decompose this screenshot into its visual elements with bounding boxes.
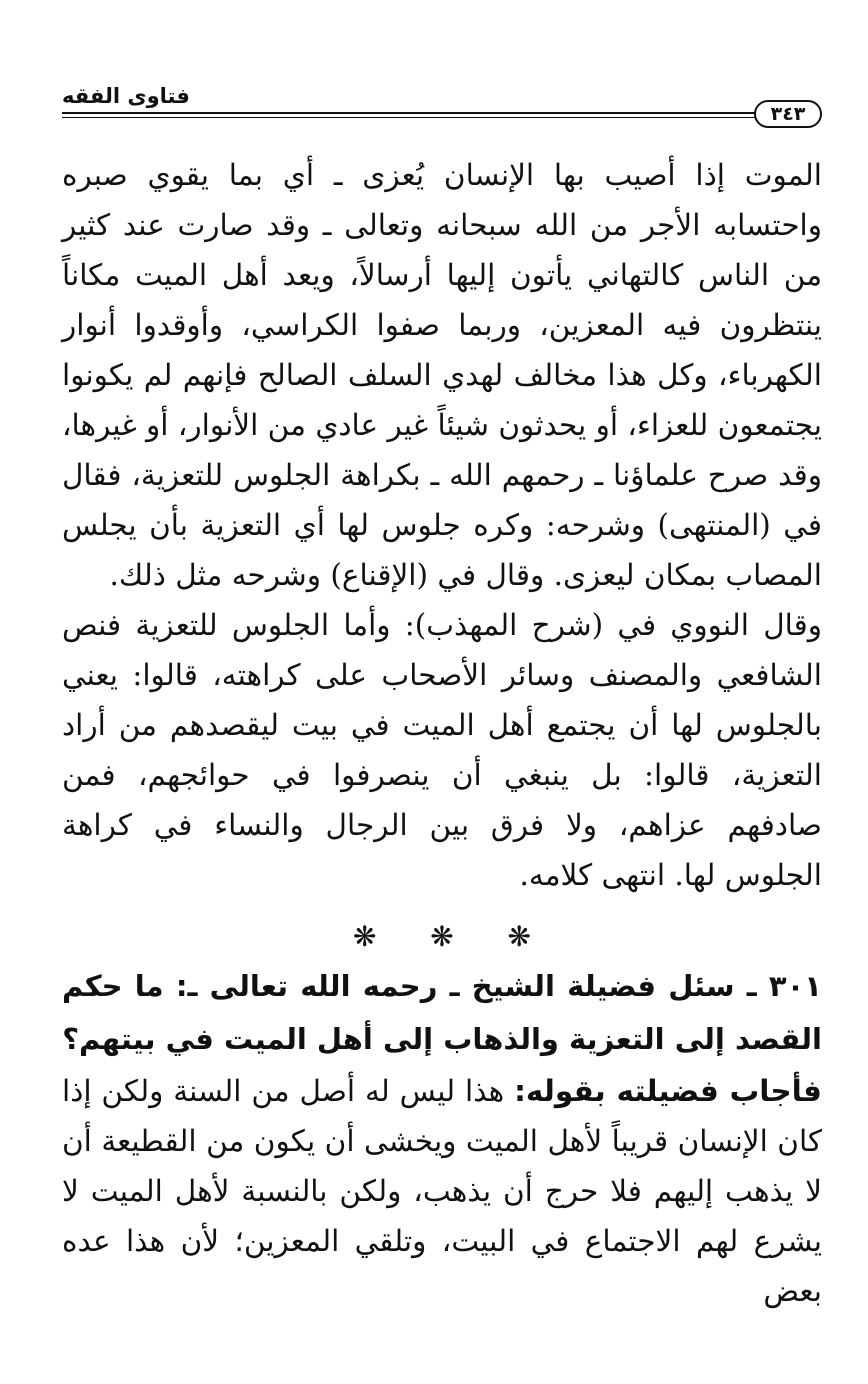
- paragraph-funeral-gathering: الموت إذا أصيب بها الإنسان يُعزى ـ أي بما يقوي صبره واحتسابه الأجر من الله سبحانه وتعالى ـ وقد صارت عند كثير من الناس كالتهاني يأتون إليها أرسالاً، ويعد أهل الميت مكاناً ينتظرون فيه المعزين، وربما صفوا الكراسي، وأوقدوا أنوار الكهرباء، وكل هذا مخالف لهدي السلف الصالح فإنهم لم يكونوا يجتمعون للعزاء، أو يحدثون شيئاً غير عادي من الأنوار، أو غيرها، وقد صرح علماؤنا ـ رحمهم الله ـ بكراهة الجلوس للتعزية، فقال في (المنتهى) وشرحه: وكره جلوس لها أي التعزية بأن يجلس المصاب بمكان ليعزى. وقال في (الإقناع) وشرحه مثل ذلك.: [62, 158, 822, 592]
- section-separator: [62, 914, 822, 960]
- answer-text: هذا ليس له أصل من السنة ولكن إذا كان الإنسان قريباً لأهل الميت ويخشى أن يكون من القطيعة أن لا يذهب إليهم فلا حرج أن يذهب، ولكن بالنسبة لأهل الميت لا يشرع لهم الاجتماع في البيت، وتلقي المعزين؛ لأن هذا عده بعض: [62, 1074, 822, 1308]
- separator-star-icon: ❋: [507, 920, 531, 953]
- answer-lead: فأجاب فضيلته بقوله:: [514, 1074, 822, 1108]
- book-page: [62, 78, 822, 1308]
- page-number: ٣٤٣: [754, 100, 822, 128]
- main-text: [62, 150, 822, 900]
- separator-star-icon: ❋: [430, 920, 454, 953]
- fatwa-question: ٣٠١ ـ سئل فضيلة الشيخ ـ رحمه الله تعالى ـ: ما حكم القصد إلى التعزية والذهاب إلى أهل الميت في بيتهم؟: [62, 969, 822, 1056]
- header-rule: [62, 112, 782, 118]
- paragraph-nawawi-quote: وقال النووي في (شرح المهذب): وأما الجلوس للتعزية فنص الشافعي والمصنف وسائر الأصحاب على كراهته، قالوا: يعني بالجلوس لها أن يجتمع أهل الميت في بيت ليقصدهم من أراد التعزية، قالوا: بل ينبغي أن ينصرفوا في حوائجهم، فمن صادفهم عزاهم، ولا فرق بين الرجال والنساء في كراهة الجلوس لها. انتهى كلامه.: [62, 608, 822, 892]
- book-title: فتاوى الفقه: [62, 84, 190, 108]
- fatwa-answer: [62, 1066, 822, 1316]
- running-header: [62, 78, 822, 125]
- separator-star-icon: ❋: [353, 920, 377, 953]
